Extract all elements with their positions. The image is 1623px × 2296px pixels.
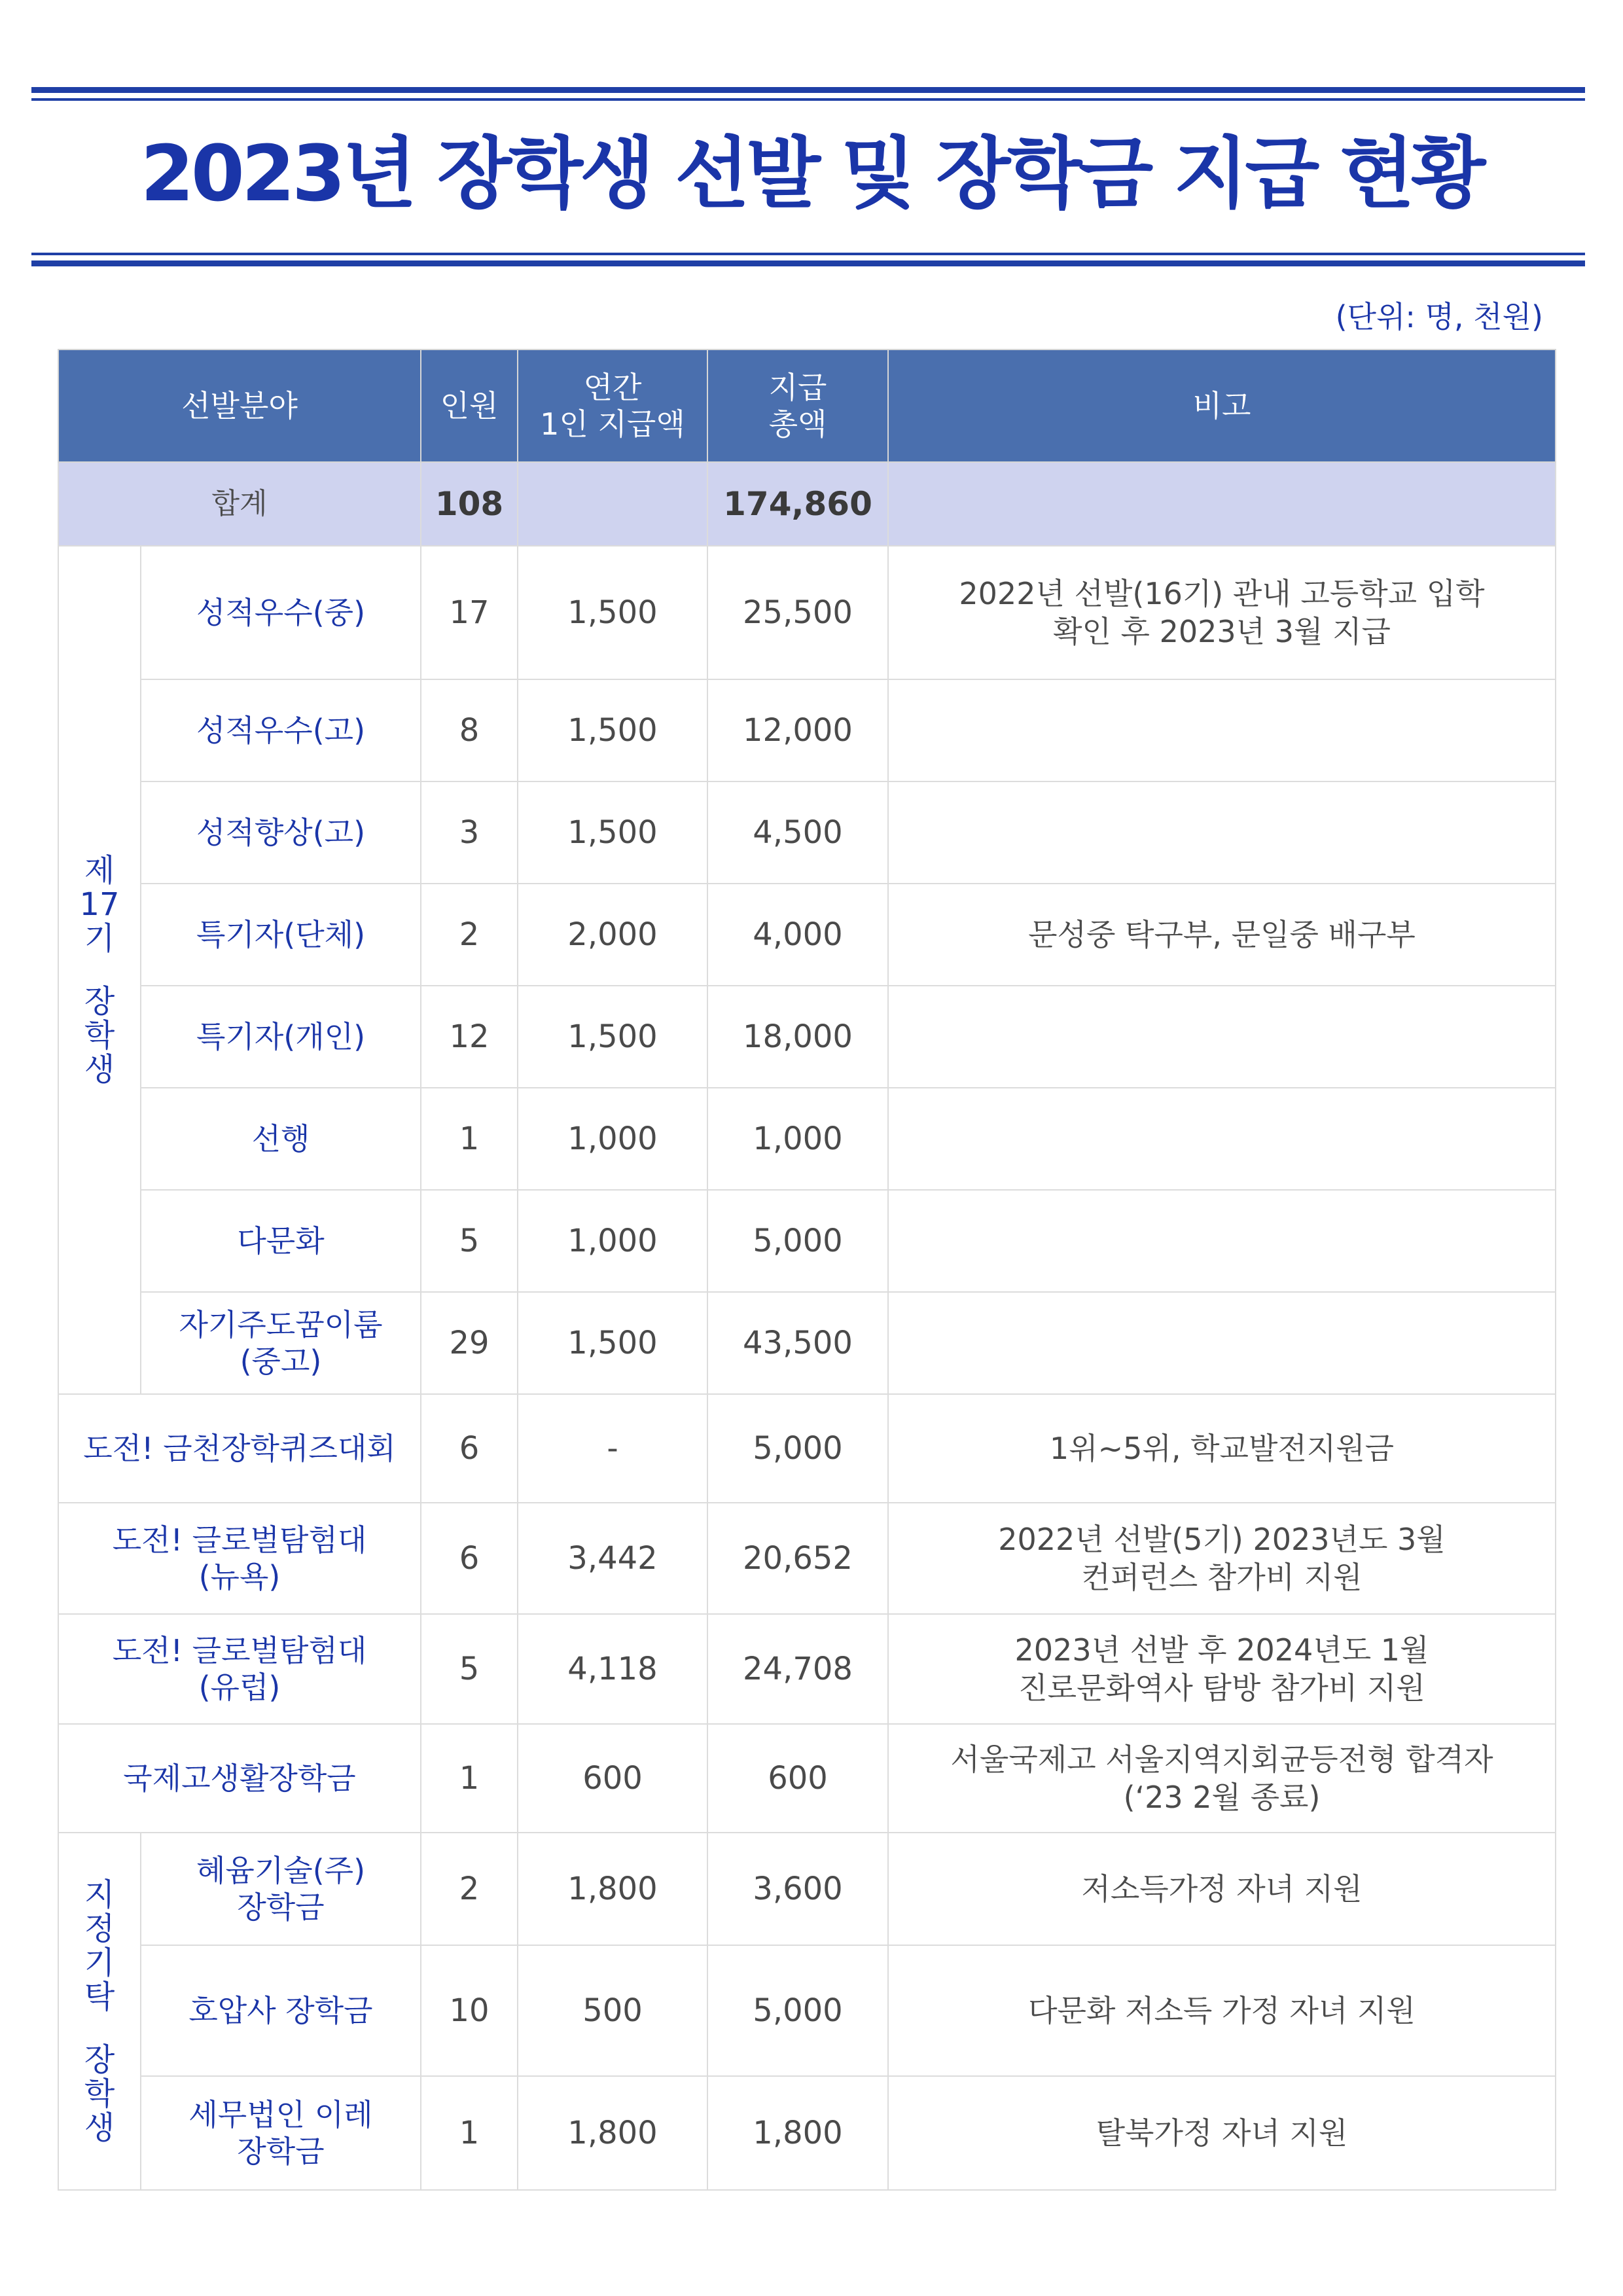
row-annual: 1,500 [518, 1292, 707, 1394]
row-total: 1,000 [707, 1088, 888, 1190]
table-row [58, 1945, 1556, 2076]
row-field: 세무법인 이레 장학금 [141, 2076, 421, 2190]
row-count: 5 [421, 1614, 518, 1724]
row-count: 1 [421, 1088, 518, 1190]
row-annual: 3,442 [518, 1503, 707, 1614]
row-count: 2 [421, 1833, 518, 1945]
row-field: 도전! 글로벌탐험대 (뉴욕) [58, 1503, 421, 1614]
row-count: 17 [421, 546, 518, 679]
table-row [58, 1292, 1556, 1394]
row-field: 혜윰기술(주) 장학금 [141, 1833, 421, 1945]
row-count: 8 [421, 679, 518, 781]
table-row [58, 1724, 1556, 1833]
row-field: 호압사 장학금 [141, 1945, 421, 2076]
row-total: 1,800 [707, 2076, 888, 2190]
row-annual: 4,118 [518, 1614, 707, 1724]
row-annual: 500 [518, 1945, 707, 2076]
row-total: 18,000 [707, 986, 888, 1088]
row-field: 다문화 [141, 1190, 421, 1292]
total-amount: 174,860 [707, 462, 888, 546]
table-row [58, 1614, 1556, 1724]
row-field: 도전! 금천장학퀴즈대회 [58, 1394, 421, 1503]
table-row [58, 1833, 1556, 1945]
total-note [888, 462, 1556, 546]
row-annual: 1,500 [518, 781, 707, 884]
row-note: 2022년 선발(5기) 2023년도 3월 컨퍼런스 참가비 지원 [888, 1503, 1556, 1614]
total-count: 108 [421, 462, 518, 546]
row-total: 600 [707, 1724, 888, 1833]
total-annual [518, 462, 707, 546]
title-rule-bottom [31, 260, 1585, 266]
row-annual: 1,000 [518, 1088, 707, 1190]
row-total: 25,500 [707, 546, 888, 679]
row-total: 20,652 [707, 1503, 888, 1614]
table-row [58, 546, 1556, 679]
scholarship-table [58, 349, 1556, 2191]
unit-note: (단위: 명, 천원) [1335, 299, 1543, 334]
row-annual: 1,500 [518, 986, 707, 1088]
row-count: 29 [421, 1292, 518, 1394]
row-annual: - [518, 1394, 707, 1503]
header-annual: 연간 1인 지급액 [518, 350, 707, 462]
table-row [58, 1394, 1556, 1503]
row-count: 12 [421, 986, 518, 1088]
row-field: 국제고생활장학금 [58, 1724, 421, 1833]
row-field: 자기주도꿈이룸 (중고) [141, 1292, 421, 1394]
row-annual: 1,800 [518, 1833, 707, 1945]
table-row [58, 1190, 1556, 1292]
row-field: 선행 [141, 1088, 421, 1190]
row-note: 2022년 선발(16기) 관내 고등학교 입학 확인 후 2023년 3월 지급 [888, 546, 1556, 679]
row-note: 저소득가정 자녀 지원 [888, 1833, 1556, 1945]
row-count: 5 [421, 1190, 518, 1292]
row-count: 3 [421, 781, 518, 884]
row-field: 성적우수(고) [141, 679, 421, 781]
row-annual: 1,500 [518, 679, 707, 781]
row-note: 서울국제고 서울지역지회균등전형 합격자 (‘23 2월 종료) [888, 1724, 1556, 1833]
header-note: 비고 [888, 350, 1556, 462]
table-row [58, 781, 1556, 884]
row-count: 6 [421, 1394, 518, 1503]
group-designated-label: 지 정 기 탁 장 학 생 [58, 1833, 141, 2190]
row-count: 2 [421, 884, 518, 986]
row-note [888, 781, 1556, 884]
page-title: 2023년 장학생 선발 및 장학금 지급 현황 [140, 128, 1483, 219]
table-row [58, 986, 1556, 1088]
row-note: 1위~5위, 학교발전지원금 [888, 1394, 1556, 1503]
row-note: 2023년 선발 후 2024년도 1월 진로문화역사 탐방 참가비 지원 [888, 1614, 1556, 1724]
row-note [888, 1190, 1556, 1292]
row-total: 5,000 [707, 1394, 888, 1503]
table-row [58, 679, 1556, 781]
row-field: 도전! 글로벌탐험대 (유럽) [58, 1614, 421, 1724]
row-total: 12,000 [707, 679, 888, 781]
row-count: 6 [421, 1503, 518, 1614]
row-total: 4,500 [707, 781, 888, 884]
row-total: 43,500 [707, 1292, 888, 1394]
row-annual: 1,800 [518, 2076, 707, 2190]
title-rule-top-thin [31, 98, 1585, 101]
title-rule-bottom-thin [31, 253, 1585, 255]
row-note: 문성중 탁구부, 문일중 배구부 [888, 884, 1556, 986]
row-field: 성적향상(고) [141, 781, 421, 884]
table-header-row [58, 350, 1556, 462]
table-row [58, 884, 1556, 986]
row-count: 10 [421, 1945, 518, 2076]
row-note: 탈북가정 자녀 지원 [888, 2076, 1556, 2190]
table-row [58, 2076, 1556, 2190]
total-row [58, 462, 1556, 546]
row-note: 다문화 저소득 가정 자녀 지원 [888, 1945, 1556, 2076]
row-note [888, 1292, 1556, 1394]
row-annual: 2,000 [518, 884, 707, 986]
row-count: 1 [421, 1724, 518, 1833]
total-label: 합계 [58, 462, 421, 546]
row-count: 1 [421, 2076, 518, 2190]
table-row [58, 1088, 1556, 1190]
row-note [888, 1088, 1556, 1190]
row-field: 특기자(개인) [141, 986, 421, 1088]
row-total: 5,000 [707, 1945, 888, 2076]
row-total: 5,000 [707, 1190, 888, 1292]
group-17th-label: 제 17 기 장 학 생 [58, 546, 141, 1394]
row-annual: 1,500 [518, 546, 707, 679]
header-field: 선발분야 [58, 350, 421, 462]
row-annual: 600 [518, 1724, 707, 1833]
row-field: 성적우수(중) [141, 546, 421, 679]
row-total: 24,708 [707, 1614, 888, 1724]
row-total: 4,000 [707, 884, 888, 986]
header-count: 인원 [421, 350, 518, 462]
row-note [888, 679, 1556, 781]
row-total: 3,600 [707, 1833, 888, 1945]
row-note [888, 986, 1556, 1088]
header-total: 지급 총액 [707, 350, 888, 462]
title-rule-top [31, 87, 1585, 93]
row-field: 특기자(단체) [141, 884, 421, 986]
table-row [58, 1503, 1556, 1614]
row-annual: 1,000 [518, 1190, 707, 1292]
